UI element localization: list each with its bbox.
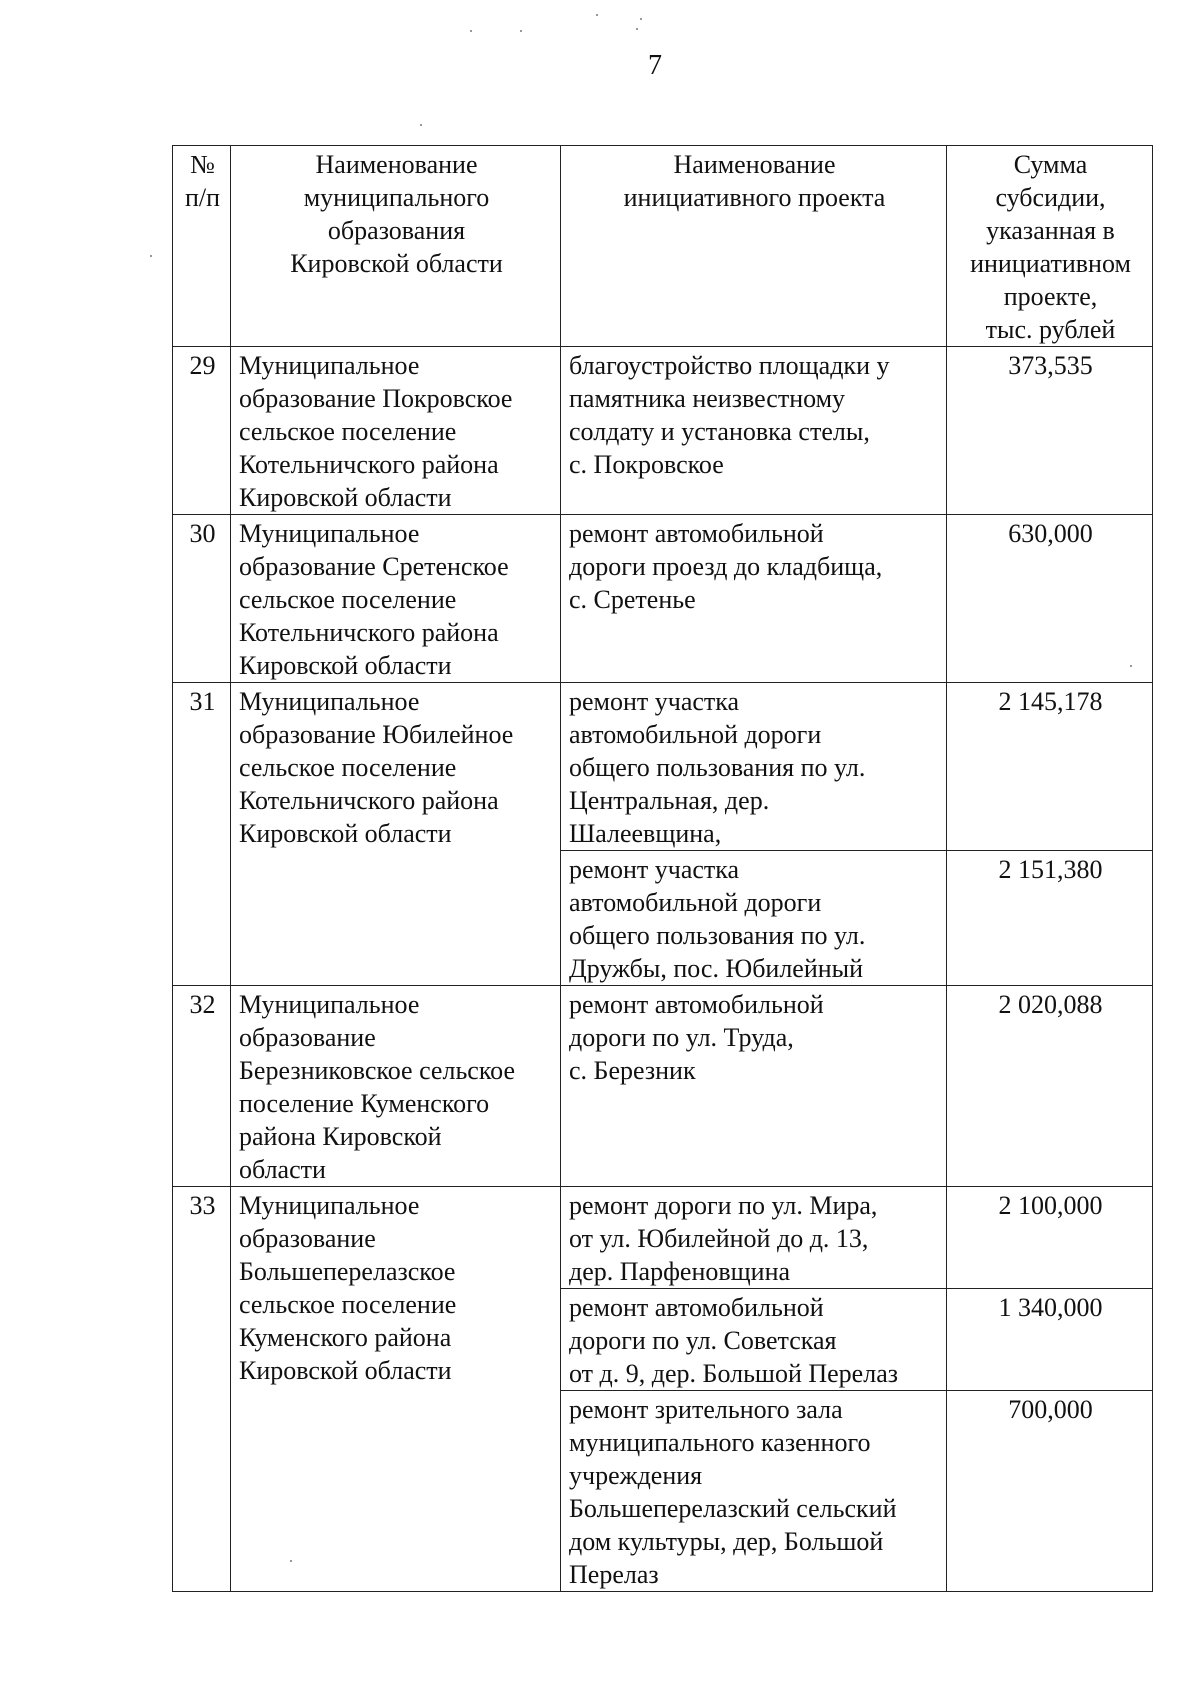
subsidy-table xyxy=(172,145,1153,1592)
scan-speck xyxy=(150,255,152,257)
sum-cell: 1 340,000 xyxy=(947,1289,1153,1391)
sum-cell: 373,535 xyxy=(947,347,1153,515)
row-number: 32 xyxy=(173,986,231,1187)
sum-cell: 2 151,380 xyxy=(947,851,1153,986)
project-cell: ремонт автомобильной дороги по ул. Советская от д. 9, дер. Большой Перелаз xyxy=(561,1289,947,1391)
municipality-cell: Муниципальное образование Покровское сельское поселение Котельничского района Кировской области xyxy=(231,347,561,515)
sum-cell: 2 145,178 xyxy=(947,683,1153,851)
project-cell: ремонт автомобильной дороги по ул. Труда, с. Березник xyxy=(561,986,947,1187)
row-number: 31 xyxy=(173,683,231,986)
scan-speck xyxy=(596,14,598,16)
table-header-row xyxy=(173,146,1153,347)
scan-speck xyxy=(636,28,638,30)
header-sum: Сумма субсидии, указанная в инициативном проекте, тыс. рублей xyxy=(947,146,1153,347)
table-row xyxy=(173,515,1153,683)
sum-cell: 2 020,088 xyxy=(947,986,1153,1187)
project-cell: ремонт участка автомобильной дороги общего пользования по ул. Центральная, дер. Шалеевщина, xyxy=(561,683,947,851)
page-number: 7 xyxy=(648,50,662,81)
scan-speck xyxy=(640,18,642,20)
header-project: Наименование инициативного проекта xyxy=(561,146,947,347)
table-row xyxy=(173,1187,1153,1289)
municipality-cell: Муниципальное образование Сретенское сельское поселение Котельничского района Кировской области xyxy=(231,515,561,683)
table-row xyxy=(173,347,1153,515)
municipality-cell: Муниципальное образование Большеперелазское сельское поселение Куменского района Кировской области xyxy=(231,1187,561,1592)
header-number: № п/п xyxy=(173,146,231,347)
project-cell: ремонт автомобильной дороги проезд до кладбища, с. Сретенье xyxy=(561,515,947,683)
row-number: 33 xyxy=(173,1187,231,1592)
scan-speck xyxy=(520,30,522,32)
project-cell: ремонт зрительного зала муниципального казенного учреждения Большеперелазский сельский дом культуры, дер, Большой Перелаз xyxy=(561,1391,947,1592)
project-cell: ремонт участка автомобильной дороги общего пользования по ул. Дружбы, пос. Юбилейный xyxy=(561,851,947,986)
table-row xyxy=(173,683,1153,851)
header-municipality: Наименование муниципального образования Кировской области xyxy=(231,146,561,347)
project-cell: ремонт дороги по ул. Мира, от ул. Юбилейной до д. 13, дер. Парфеновщина xyxy=(561,1187,947,1289)
sum-cell: 630,000 xyxy=(947,515,1153,683)
table-row xyxy=(173,986,1153,1187)
municipality-cell: Муниципальное образование Юбилейное сельское поселение Котельничского района Кировской области xyxy=(231,683,561,986)
row-number: 30 xyxy=(173,515,231,683)
scan-speck xyxy=(420,124,422,126)
scan-speck xyxy=(290,1560,292,1562)
municipality-cell: Муниципальное образование Березниковское сельское поселение Куменского района Кировской области xyxy=(231,986,561,1187)
scan-speck xyxy=(1130,665,1132,667)
sum-cell: 2 100,000 xyxy=(947,1187,1153,1289)
scan-speck xyxy=(470,30,472,32)
project-cell: благоустройство площадки у памятника неизвестному солдату и установка стелы, с. Покровское xyxy=(561,347,947,515)
row-number: 29 xyxy=(173,347,231,515)
sum-cell: 700,000 xyxy=(947,1391,1153,1592)
